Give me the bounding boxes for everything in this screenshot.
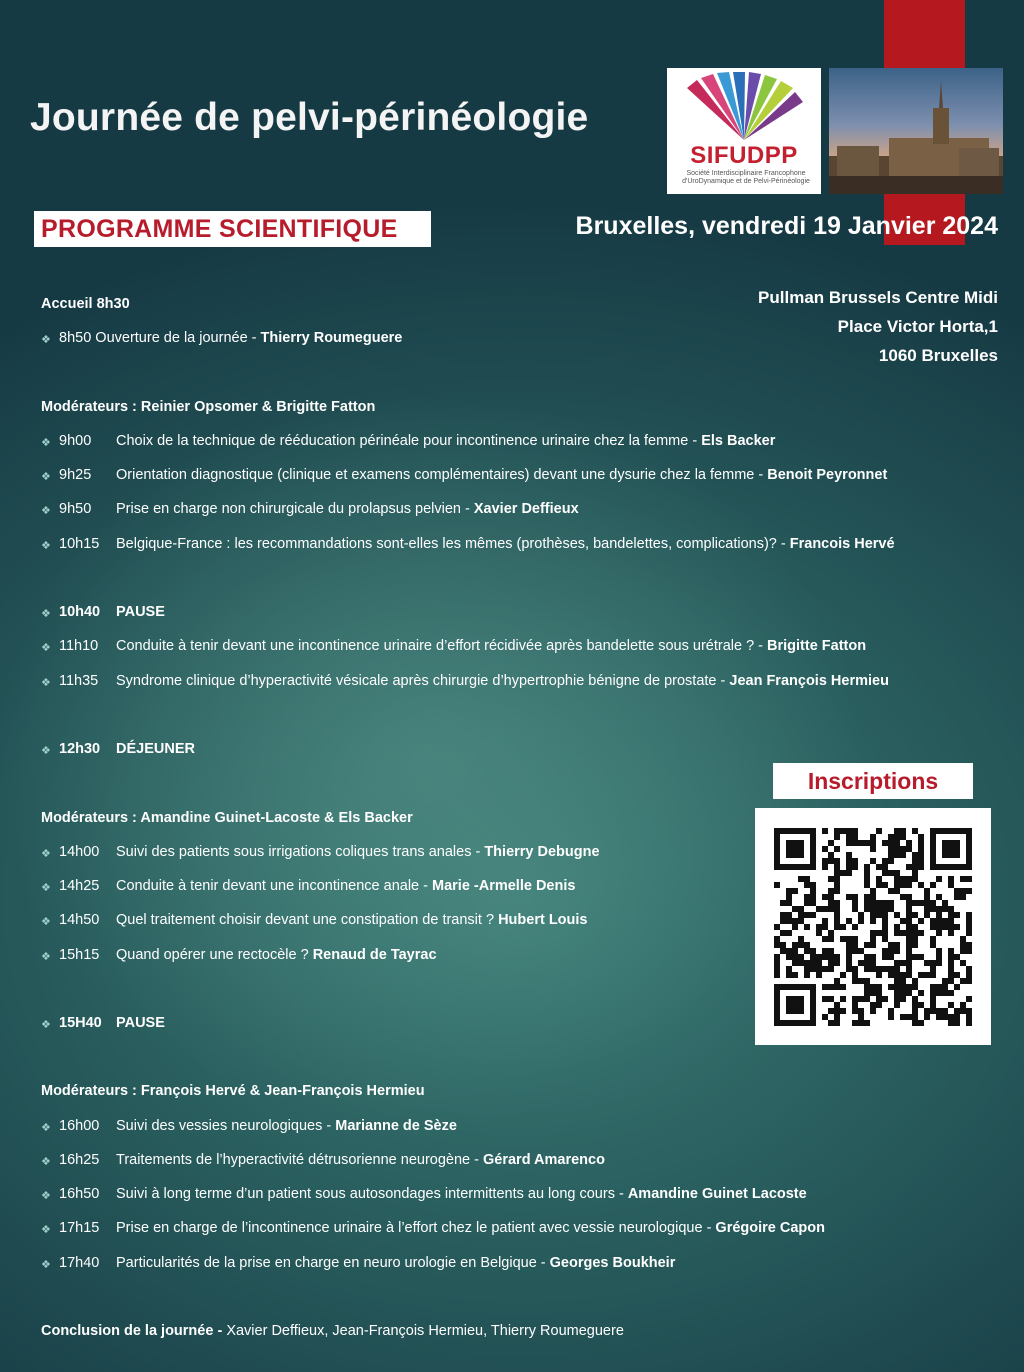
agenda-time: 16h00 [59, 1118, 100, 1134]
agenda-time: 9h25 [59, 467, 92, 483]
moderators-line: Modérateurs : Amandine Guinet-Lacoste & Els Backer [41, 810, 413, 826]
diamond-bullet-icon: ❖ [41, 608, 51, 620]
agenda-item: Prise en charge de l’incontinence urinaire à l’effort chez le patient avec vessie neurologique - Grégoire Capon [116, 1220, 825, 1236]
agenda-item: Traitements de l’hyperactivité détrusorienne neurogène - Gérard Amarenco [116, 1152, 605, 1168]
welcome-line: Accueil 8h30 [41, 296, 130, 312]
agenda-time: 14h25 [59, 878, 100, 894]
agenda-text: Ouverture de la journée - [95, 330, 261, 346]
agenda-time: 10h15 [59, 536, 100, 552]
agenda-time: 17h15 [59, 1220, 100, 1236]
diamond-bullet-icon: ❖ [41, 1019, 51, 1031]
diamond-bullet-icon: ❖ [41, 848, 51, 860]
agenda-time: 16h50 [59, 1186, 100, 1202]
agenda-item: Conduite à tenir devant une incontinence anale - Marie -Armelle Denis [116, 878, 576, 894]
program-label: PROGRAMME SCIENTIFIQUE [41, 215, 398, 243]
agenda-item: Suivi des patients sous irrigations coliques trans anales - Thierry Debugne [116, 844, 600, 860]
agenda-time: 16h25 [59, 1152, 100, 1168]
moderators-line: Modérateurs : Reinier Opsomer & Brigitte Fatton [41, 399, 376, 415]
event-date: Bruxelles, vendredi 19 Janvier 2024 [575, 212, 998, 240]
agenda-item: Particularités de la prise en charge en neuro urologie en Belgique - Georges Boukheir [116, 1255, 676, 1271]
break-label: PAUSE [116, 604, 165, 620]
agenda-item: Syndrome clinique d’hyperactivité vésicale après chirurgie d’hypertrophie bénigne de prostate - Jean François Hermieu [116, 673, 889, 689]
agenda-time: 9h00 [59, 433, 92, 449]
diamond-bullet-icon: ❖ [41, 951, 51, 963]
diamond-bullet-icon: ❖ [41, 916, 51, 928]
agenda-item: Choix de la technique de rééducation périnéale pour incontinence urinaire chez la femme - Els Backer [116, 433, 776, 449]
agenda-speaker: Thierry Roumeguere [260, 330, 403, 346]
qr-code-icon[interactable] [755, 808, 991, 1045]
diamond-bullet-icon: ❖ [41, 642, 51, 654]
agenda-item: Conduite à tenir devant une incontinence urinaire d’effort récidivée après bandelette sous urétrale ? - Brigitte Fatton [116, 638, 867, 654]
diamond-bullet-icon: ❖ [41, 505, 51, 517]
diamond-bullet-icon: ❖ [41, 745, 51, 757]
diamond-bullet-icon: ❖ [41, 882, 51, 894]
conclusion-line: Conclusion de la journée - Xavier Deffieux, Jean-François Hermieu, Thierry Roumeguere [41, 1323, 624, 1339]
diamond-bullet-icon: ❖ [41, 334, 51, 346]
inscriptions-label: Inscriptions [807, 768, 939, 794]
agenda-time: 12h30 [59, 741, 101, 757]
agenda-item: Prise en charge non chirurgicale du prolapsus pelvien - Xavier Deffieux [116, 501, 579, 517]
diamond-bullet-icon: ❖ [41, 1156, 51, 1168]
break-label: PAUSE [116, 1015, 165, 1031]
agenda-item: Belgique-France : les recommandations sont-elles les mêmes (prothèses, bandelettes, complications)? - Francois Hervé [116, 536, 895, 552]
venue-line: Place Victor Horta,1 [837, 317, 998, 336]
diamond-bullet-icon: ❖ [41, 677, 51, 689]
agenda-item: Quand opérer une rectocèle ? Renaud de Tayrac [116, 947, 437, 963]
logo-subtitle: Société Interdisciplinaire Francophone d'UroDynamique et de Pelvi-Périnéologie [682, 170, 810, 185]
agenda-time: 10h40 [59, 604, 101, 620]
agenda-item: Suivi des vessies neurologiques - Marianne de Sèze [116, 1118, 457, 1134]
logo-name: SIFUDPP [690, 142, 798, 169]
diamond-bullet-icon: ❖ [41, 1190, 51, 1202]
agenda-time: 15H40 [59, 1015, 102, 1031]
agenda-time: 9h50 [59, 501, 92, 517]
diamond-bullet-icon: ❖ [41, 540, 51, 552]
agenda-time: 11h35 [59, 673, 99, 689]
agenda-time: 17h40 [59, 1255, 100, 1271]
diamond-bullet-icon: ❖ [41, 471, 51, 483]
agenda-time: 11h10 [59, 638, 99, 654]
agenda-time: 14h50 [59, 912, 100, 928]
diamond-bullet-icon: ❖ [41, 1122, 51, 1134]
page-title: Journée de pelvi-périnéologie [30, 96, 589, 139]
agenda-time: 15h15 [59, 947, 100, 963]
diamond-bullet-icon: ❖ [41, 1259, 51, 1271]
agenda-time: 8h50 [59, 330, 92, 346]
agenda-item: Quel traitement choisir devant une constipation de transit ? Hubert Louis [116, 912, 588, 928]
venue-line: 1060 Bruxelles [878, 346, 998, 365]
agenda-item: Orientation diagnostique (clinique et examens complémentaires) devant une dysurie chez la femme - Benoit Peyronnet [116, 467, 888, 483]
venue-line: Pullman Brussels Centre Midi [758, 288, 998, 307]
break-label: DÉJEUNER [116, 741, 195, 757]
moderators-line: Modérateurs : François Hervé & Jean-François Hermieu [41, 1083, 425, 1099]
diamond-bullet-icon: ❖ [41, 1224, 51, 1236]
diamond-bullet-icon: ❖ [41, 437, 51, 449]
qr-code-graphic [755, 808, 991, 1045]
agenda-item: Suivi à long terme d’un patient sous autosondages intermittents au long cours - Amandine Guinet Lacoste [116, 1186, 807, 1202]
agenda-item [59, 330, 402, 346]
agenda-time: 14h00 [59, 844, 100, 860]
inscriptions-label-box[interactable] [773, 763, 973, 799]
